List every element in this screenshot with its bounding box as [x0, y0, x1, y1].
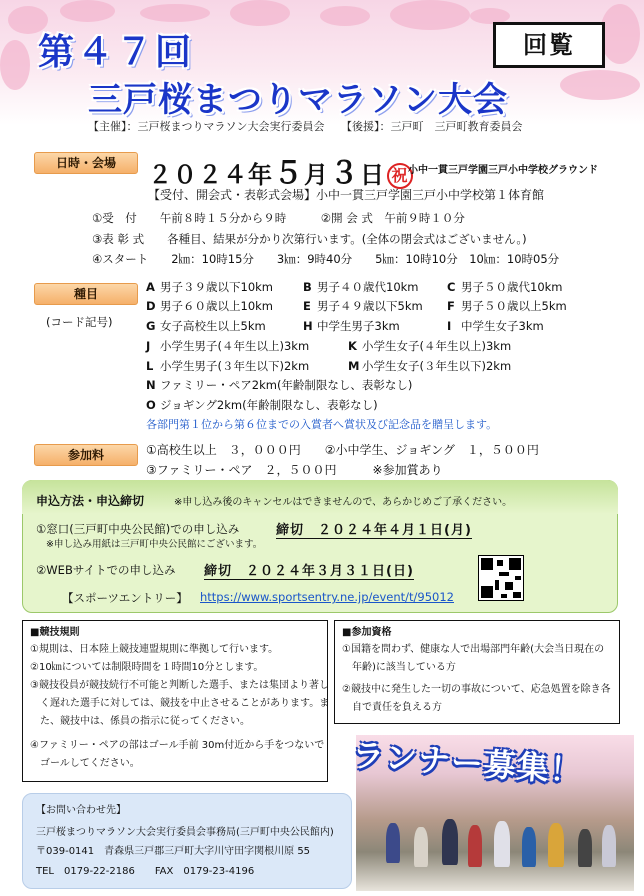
- event-item: [146, 377, 412, 393]
- event-item: [146, 298, 273, 314]
- event-item: [303, 298, 423, 314]
- qr-code-icon[interactable]: [478, 555, 524, 601]
- event-name: 小学生女子(４年生以上)3km: [362, 339, 512, 353]
- fees-line: ③ファミリー・ペア ２，５００円 ※参加賞あり: [146, 463, 443, 477]
- event-item: [303, 318, 400, 334]
- application-heading: 申込方法・申込締切: [36, 494, 145, 508]
- event-name: 小学生男子(４年生以上)3km: [160, 339, 310, 353]
- entry-link[interactable]: https://www.sportsentry.ne.jp/event/t/95012: [200, 590, 454, 604]
- reception-venue: 【受付、開会式・表彰式会場】小中一貫三戸学園三戸小中学校第１体育館: [148, 188, 545, 202]
- event-item: [348, 358, 511, 374]
- event-code: L: [146, 359, 154, 373]
- web-deadline: 締切 ２０２４年３月３１日(日): [204, 560, 414, 580]
- date-year: ２０２４年: [148, 161, 273, 189]
- rule-line: ①規則は、日本陸上競技連盟規則に準拠して行います。: [30, 644, 279, 655]
- date-day-unit: 日: [360, 161, 385, 189]
- event-code: B: [303, 280, 312, 294]
- eligibility-title: ■参加資格: [342, 627, 392, 638]
- event-code: C: [447, 280, 456, 294]
- counter-note: ※申し込み用紙は三戸町中央公民館にございます。: [46, 539, 263, 550]
- event-name: 女子高校生以上5km: [160, 319, 266, 333]
- event-name: 男子６０歳以上10km: [160, 299, 273, 313]
- date-month-unit: 月: [304, 161, 329, 189]
- holiday-mark: 祝: [387, 163, 413, 189]
- event-name: 中学生女子3km: [461, 319, 544, 333]
- counter-application: ①窓口(三戸町中央公民館)での申し込み: [36, 522, 240, 536]
- event-name: 男子５０歳以上5km: [461, 299, 567, 313]
- rule-line: ④ファミリー・ペアの部はゴール手前 30m付近から手をつないで: [30, 740, 325, 751]
- schedule-item: ③表 彰 式 各種目、結果が分かり次第行います。(全体の閉会式はございません。): [92, 232, 527, 246]
- web-application: ②WEBサイトでの申し込み: [36, 563, 176, 577]
- event-name: 小学生男子(３年生以下)2km: [160, 359, 310, 373]
- event-code: H: [303, 319, 313, 333]
- contact-title: 【お問い合わせ先】: [36, 805, 126, 816]
- event-item: [303, 279, 419, 295]
- event-title: 三戸桜まつりマラソン大会: [88, 80, 508, 120]
- schedule-label: 日時・会場: [34, 152, 138, 174]
- contact-organization: 三戸桜まつりマラソン大会実行委員会事務局(三戸町中央公民館内): [36, 827, 334, 838]
- event-item: [146, 397, 378, 413]
- rule-line: ③競技役員が競技続行不可能と判断した選手、または集団より著し: [30, 680, 329, 691]
- event-code: A: [146, 280, 155, 294]
- event-item: [447, 279, 563, 295]
- contact-phone: TEL 0179-22-2186 FAX 0179-23-4196: [36, 866, 255, 877]
- event-code: G: [146, 319, 156, 333]
- counter-deadline: 締切 ２０２４年４月１日(月): [276, 519, 472, 539]
- event-code: M: [348, 359, 360, 373]
- cancel-note: ※申し込み後のキャンセルはできませんので、あらかじめご了承ください。: [174, 497, 513, 508]
- events-sublabel: (コード記号): [46, 315, 113, 329]
- event-name: 男子４０歳代10km: [317, 280, 419, 294]
- event-item: [146, 358, 309, 374]
- event-code: O: [146, 398, 156, 412]
- event-item: [447, 298, 567, 314]
- event-name: 中学生男子3km: [317, 319, 400, 333]
- event-code: D: [146, 299, 156, 313]
- event-name: 男子５０歳代10km: [461, 280, 563, 294]
- event-name: 小学生女子(３年生以下)2km: [362, 359, 512, 373]
- event-item: [146, 318, 266, 334]
- eligibility-line: 自で責任を負える方: [342, 702, 442, 713]
- event-item: [146, 279, 273, 295]
- event-name: 男子３９歳以下10km: [160, 280, 273, 294]
- event-code: I: [447, 319, 452, 333]
- event-code: E: [303, 299, 311, 313]
- events-label: 種目: [34, 283, 138, 305]
- date-day: ３: [329, 156, 360, 191]
- event-code: J: [146, 339, 151, 353]
- event-item: [447, 318, 544, 334]
- rule-line: ゴールしてください。: [30, 758, 140, 769]
- venue: 小中一貫三戸学園三戸小中学校グラウンド: [408, 165, 598, 176]
- event-code: N: [146, 378, 156, 392]
- entry-label: 【スポーツエントリー】: [62, 591, 188, 605]
- event-item: [348, 338, 511, 354]
- edition-title: 第４７回: [38, 32, 195, 73]
- eligibility-line: ①国籍を問わず、健康な人で出場部門年齢(大会当日現在の: [342, 644, 605, 655]
- event-name: ジョギング2km(年齢制限なし、表彰なし): [160, 398, 378, 412]
- rule-line: た、競技中は、係員の指示に従ってください。: [30, 716, 250, 727]
- event-code: F: [447, 299, 455, 313]
- fees-label: 参加料: [34, 444, 138, 466]
- sponsor-line: 【主催】：三戸桜まつりマラソン大会実行委員会 【後援】：三戸町 三戸町教育委員会: [88, 120, 523, 133]
- event-code: K: [348, 339, 357, 353]
- rule-line: ②10㎞については制限時間を１時間10分とします。: [30, 662, 264, 673]
- contact-address: 〒039-0141 青森県三戸郡三戸町大字川守田字関根川原 55: [36, 846, 311, 857]
- rule-line: く遅れた選手に対しては、競技を中止させることがあります。ま: [30, 698, 330, 709]
- event-name: 男子４９歳以下5km: [317, 299, 423, 313]
- event-name: ファミリー・ペア2km(年齢制限なし、表彰なし): [160, 378, 413, 392]
- event-item: [146, 338, 309, 354]
- awards-note: 各部門第１位から第６位までの入賞者へ賞状及び記念品を贈呈します。: [146, 418, 498, 431]
- circulation-stamp: 回覧: [493, 22, 605, 68]
- date-month: ５: [273, 156, 304, 191]
- schedule-item: ①受 付 午前８時１５分から９時 ②開 会 式 午前９時１０分: [92, 211, 465, 225]
- schedule-item: ④スタート 2㎞：10時15分 3㎞：9時40分 5㎞：10時10分 10㎞：10時05分: [92, 252, 560, 266]
- fees-line: ①高校生以上 ３，０００円 ②小中学生、ジョギング １，５００円: [146, 443, 539, 457]
- eligibility-line: 年齢)に該当している方: [342, 662, 456, 673]
- eligibility-line: ②競技中に発生した一切の事故について、応急処置を除き各: [342, 684, 611, 695]
- runner-recruit-banner: ランナー募集！: [350, 735, 584, 791]
- rules-title: ■競技規則: [30, 627, 80, 638]
